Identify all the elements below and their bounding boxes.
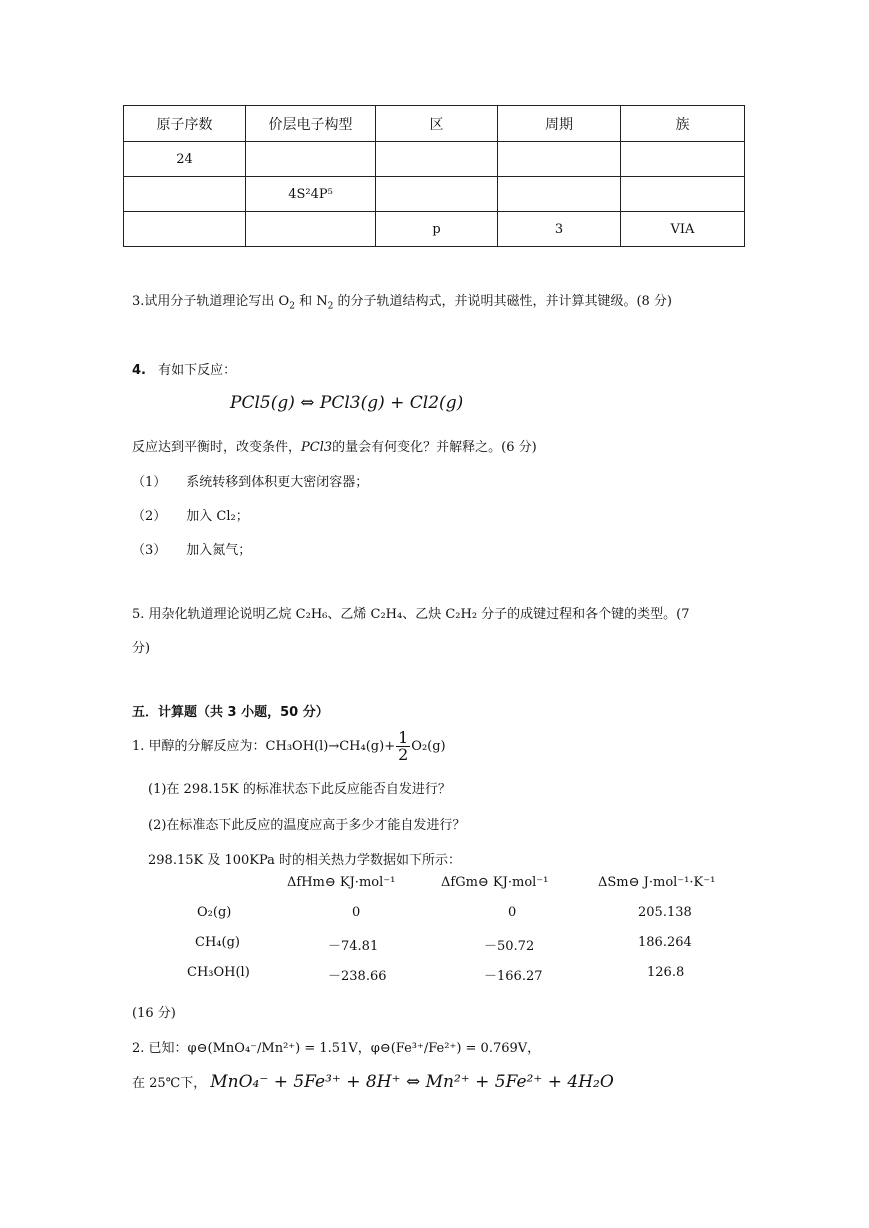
calc2-condition: 在 25℃下， MnO₄⁻ + 5Fe³⁺ + 8H⁺ ⇔ Mn²⁺ + 5Fe²⁺ + 4H₂O	[132, 1072, 614, 1092]
thermo-species: CH₃OH(l)	[187, 965, 250, 980]
table-row	[124, 177, 745, 212]
calc1-sub1: (1)在 298.15K 的标准状态下此反应能否自发进行？	[148, 782, 451, 797]
thermo-value: 205.138	[638, 905, 692, 920]
section-title: 五．计算题（共 3 小题，50 分）	[132, 705, 329, 720]
q3-text: 和 N	[294, 294, 328, 309]
q4-title: 有如下反应：	[158, 363, 237, 378]
header-cell: 原子序数	[124, 106, 246, 142]
header-cell: 区	[376, 106, 498, 142]
thermo-species: O₂(g)	[197, 905, 232, 920]
thermo-value: －50.72	[484, 939, 535, 954]
q3-subscript: 2	[289, 301, 295, 312]
table-cell	[246, 142, 376, 177]
element-table	[123, 105, 745, 247]
calc1-data-intro: 298.15K 及 100KPa 时的相关热力学数据如下所示：	[148, 853, 462, 868]
table-cell	[246, 212, 376, 247]
thermo-value: －74.81	[328, 939, 379, 954]
calc1-sub2: (2)在标准态下此反应的温度应高于多少才能自发进行？	[148, 818, 466, 833]
q3-subscript: 2	[327, 301, 334, 312]
table-cell: 3	[498, 212, 621, 247]
table-cell	[621, 142, 745, 177]
q3-text: 3.试用分子轨道理论写出 O	[132, 294, 290, 309]
calc2-given: 2. 已知：φ⊖(MnO₄⁻/Mn²⁺) = 1.51V，φ⊖(Fe³⁺/Fe²⁺) = 0.769V，	[132, 1041, 541, 1056]
question-5-line1: 5. 用杂化轨道理论说明乙烷 C₂H₆、乙烯 C₂H₄、乙炔 C₂H₂ 分子的成键过程和各个键的类型。(7	[132, 607, 690, 622]
q4-equation: PCl5(g) ⇔ PCl3(g) + Cl2(g)	[230, 393, 464, 413]
calc2-equation: MnO₄⁻ + 5Fe³⁺ + 8H⁺ ⇔ Mn²⁺ + 5Fe²⁺ + 4H₂O	[210, 1072, 614, 1092]
question-5-line2: 分)	[132, 641, 151, 656]
table-cell	[376, 177, 498, 212]
header-cell: 周期	[498, 106, 621, 142]
thermo-header-h: ΔfHm⊖ KJ·mol⁻¹	[287, 875, 396, 890]
calc1-score: (16 分)	[132, 1006, 176, 1021]
thermo-value: 0	[508, 905, 517, 920]
thermo-value: 126.8	[647, 965, 685, 980]
q4-question: 反应达到平衡时，改变条件，PCl3的量会有何变化？并解释之。(6 分)	[132, 440, 537, 455]
table-cell: 4S²4P⁵	[246, 177, 376, 212]
table-cell: 24	[124, 142, 246, 177]
table-row	[124, 212, 745, 247]
thermo-species: CH₄(g)	[195, 935, 240, 950]
table-row	[124, 142, 745, 177]
thermo-value: －238.66	[328, 969, 387, 984]
thermo-value: －166.27	[484, 969, 543, 984]
q4-item: （2） 加入 Cl₂；	[132, 509, 249, 524]
table-cell	[621, 177, 745, 212]
table-cell	[124, 177, 246, 212]
question-3	[132, 290, 672, 312]
thermo-header-g: ΔfGm⊖ KJ·mol⁻¹	[441, 875, 549, 890]
table-cell	[498, 142, 621, 177]
table-header-row	[124, 106, 745, 142]
q3-text: 的分子轨道结构式，并说明其磁性，并计算其键级。(8 分)	[333, 294, 672, 309]
q4-item: （1） 系统转移到体积更大密闭容器；	[132, 475, 369, 490]
header-cell: 价层电子构型	[246, 106, 376, 142]
thermo-value: 186.264	[638, 935, 692, 950]
thermo-header-s: ΔSm⊖ J·mol⁻¹·K⁻¹	[598, 875, 716, 890]
thermo-value: 0	[352, 905, 361, 920]
table-cell	[124, 212, 246, 247]
calc1-reaction: 1. 甲醇的分解反应为：CH₃OH(l)→CH₄(g)+ $\frac{1}{2}$ O₂(g)	[132, 728, 446, 764]
q4-item: （3） 加入氮气；	[132, 543, 252, 558]
table-cell	[376, 142, 498, 177]
table-cell: VIA	[621, 212, 745, 247]
q4-number: 4.	[132, 363, 146, 378]
q4-species: PCl3	[301, 440, 333, 455]
table-cell: p	[376, 212, 498, 247]
question-4-title	[132, 359, 236, 378]
fraction: $\frac{1}{2}$	[398, 728, 409, 764]
header-cell: 族	[621, 106, 745, 142]
table-cell	[498, 177, 621, 212]
